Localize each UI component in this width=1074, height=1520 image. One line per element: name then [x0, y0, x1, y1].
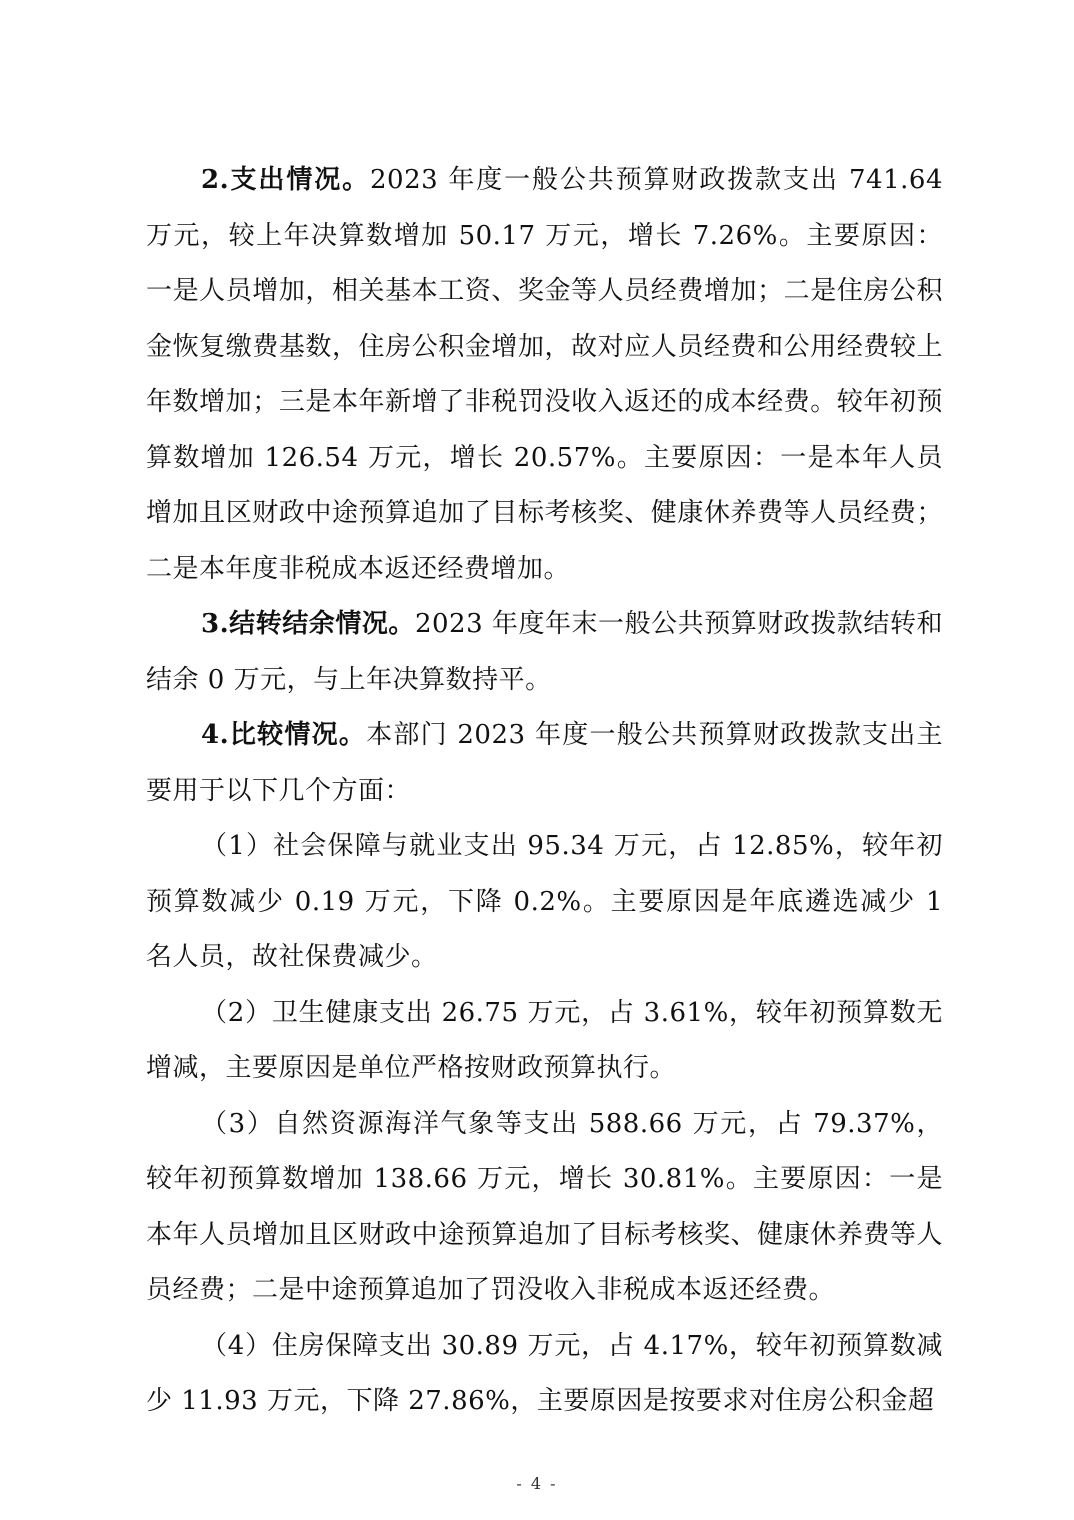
text-item-1: （1）社会保障与就业支出 95.34 万元，占 12.85%，较年初预算数减少 0.19 万元，下降 0.2%。主要原因是年底遴选减少 1 名人员，故社保费减少。	[146, 831, 943, 972]
text-item-2: （2）卫生健康支出 26.75 万元，占 3.61%，较年初预算数无增减，主要原因是单位严格按财政预算执行。	[146, 997, 943, 1083]
text-carryover: 2023 年度年末一般公共预算财政拨款结转和结余 0 万元，与上年决算数持平。	[146, 609, 943, 695]
paragraph-carryover	[146, 597, 943, 708]
paragraph-item-2	[146, 986, 943, 1097]
text-comparison: 本部门 2023 年度一般公共预算财政拨款支出主要用于以下几个方面：	[146, 720, 943, 806]
text-item-3: （3）自然资源海洋气象等支出 588.66 万元，占 79.37%，较年初预算数增加 138.66 万元，增长 30.81%。主要原因：一是本年人员增加且区财政中途预算追加了目标考核奖、健康休养费等人员经费；二是中途预算追加了罚没收入非税成本返还经费。	[146, 1108, 943, 1305]
paragraph-item-1	[146, 819, 943, 986]
heading-carryover: 3.结转结余情况。	[201, 609, 415, 639]
text-item-4: （4）住房保障支出 30.89 万元，占 4.17%，较年初预算数减少 11.93 万元，下降 27.86%，主要原因是按要求对住房公积金超	[146, 1330, 943, 1416]
heading-expenditure: 2.支出情况。	[201, 165, 371, 195]
text-expenditure: 2023 年度一般公共预算财政拨款支出 741.64 万元，较上年决算数增加 50.17 万元，增长 7.26%。主要原因：一是人员增加，相关基本工资、奖金等人员经费增加；二是住房公积金恢复缴费基数，住房公积金增加，故对应人员经费和公用经费较上年数增加；三是本年新增了非税罚没收入返还的成本经费。较年初预算数增加 126.54 万元，增长 20.57%。主要原因：一是本年人员增加且区财政中途预算追加了目标考核奖、健康休养费等人员经费；二是本年度非税成本返还经费增加。	[146, 165, 943, 584]
paragraph-item-4	[146, 1319, 943, 1430]
page-number: - 4 -	[516, 1474, 558, 1493]
paragraph-item-3	[146, 1097, 943, 1319]
paragraph-comparison	[146, 708, 943, 819]
paragraph-expenditure	[146, 153, 943, 597]
heading-comparison: 4.比较情况。	[201, 720, 367, 750]
body-text	[146, 153, 943, 1430]
